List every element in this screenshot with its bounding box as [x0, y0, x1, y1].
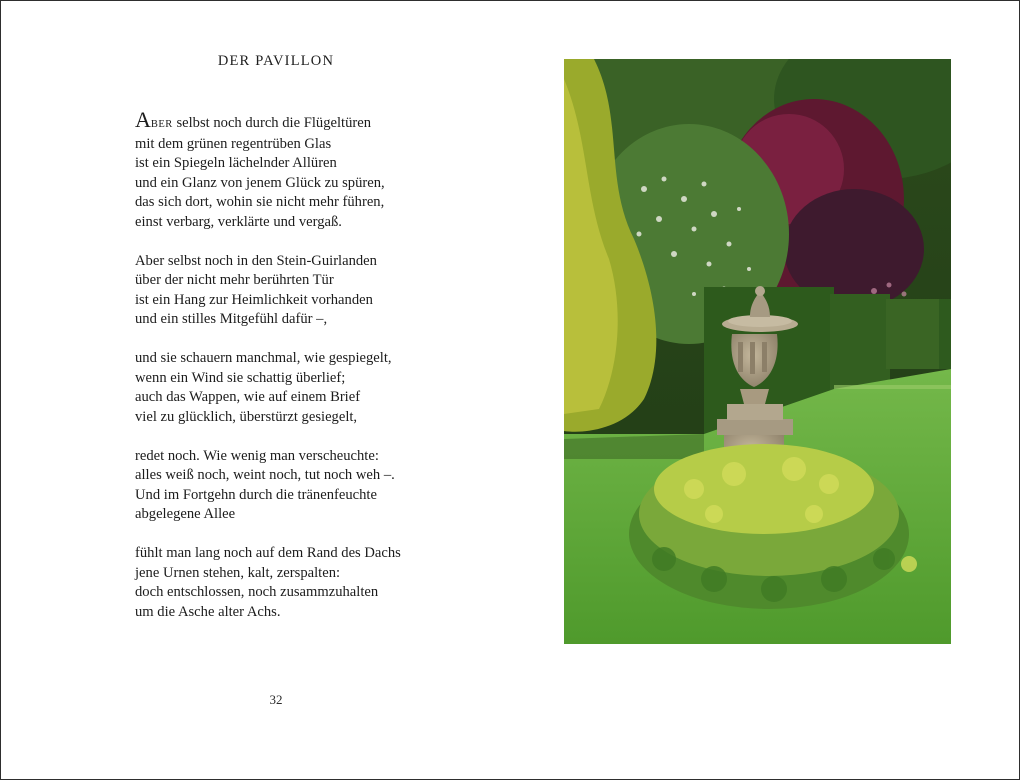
poem-line: abgelegene Allee — [135, 506, 236, 522]
stanza-2 — [135, 252, 465, 330]
poem-line: um die Asche alter Achs. — [135, 603, 281, 620]
poem-line: doch entschlossen, noch zusammzuhalten — [135, 584, 379, 600]
page-number: 32 — [269, 692, 283, 707]
stanza-3 — [135, 349, 465, 427]
poem-line: Und im Fortgehn durch die tränenfeuchte — [135, 486, 377, 503]
poem-line: über der nicht mehr berührten Tür — [135, 272, 334, 288]
poem-body — [135, 107, 465, 642]
garden-urn-photo — [564, 59, 951, 644]
poem-line: viel zu glücklich, überstürzt gesiegelt, — [135, 408, 358, 425]
stanza-1 — [135, 107, 465, 232]
stanza-5 — [135, 544, 465, 622]
poem-line: und ein stilles Mitgefühl dafür –, — [135, 311, 328, 327]
poem-line: einst verbarg, verklärte und vergaß. — [135, 213, 342, 230]
poem-line: und ein Glanz von jenem Glück zu spüren, — [135, 174, 385, 191]
poem-line: ist ein Hang zur Heimlichkeit vorhanden — [135, 291, 373, 308]
stanza-4 — [135, 447, 465, 525]
poem-line: auch das Wappen, wie auf einem Brief — [135, 389, 361, 405]
poem-line: das sich dort, wohin sie nicht mehr führen, — [135, 194, 385, 210]
poem-line: ist ein Spiegeln lächelnder Allüren — [135, 155, 337, 171]
poem-title: DER PAVILLON — [217, 53, 335, 69]
poem-line — [135, 107, 465, 135]
poem-line: wenn ein Wind sie schattig überlief; — [135, 369, 346, 386]
poem-line: mit dem grünen regentrüben Glas — [135, 135, 332, 152]
poem-line: Aber selbst noch in den Stein-Guirlanden — [135, 252, 377, 269]
poem-line: jene Urnen stehen, kalt, zerspalten: — [135, 564, 341, 581]
drop-initial: A — [135, 107, 151, 132]
poem-line: alles weiß noch, weint noch, tut noch weh –. — [135, 467, 395, 483]
small-caps: BER — [150, 119, 173, 130]
poem-line: redet noch. Wie wenig man verscheuchte: — [135, 447, 379, 464]
poem-line: und sie schauern manchmal, wie gespiegelt, — [135, 350, 392, 366]
first-line-text: selbst noch durch die Flügeltüren — [172, 115, 372, 131]
poem-line: fühlt man lang noch auf dem Rand des Dachs — [135, 545, 401, 561]
